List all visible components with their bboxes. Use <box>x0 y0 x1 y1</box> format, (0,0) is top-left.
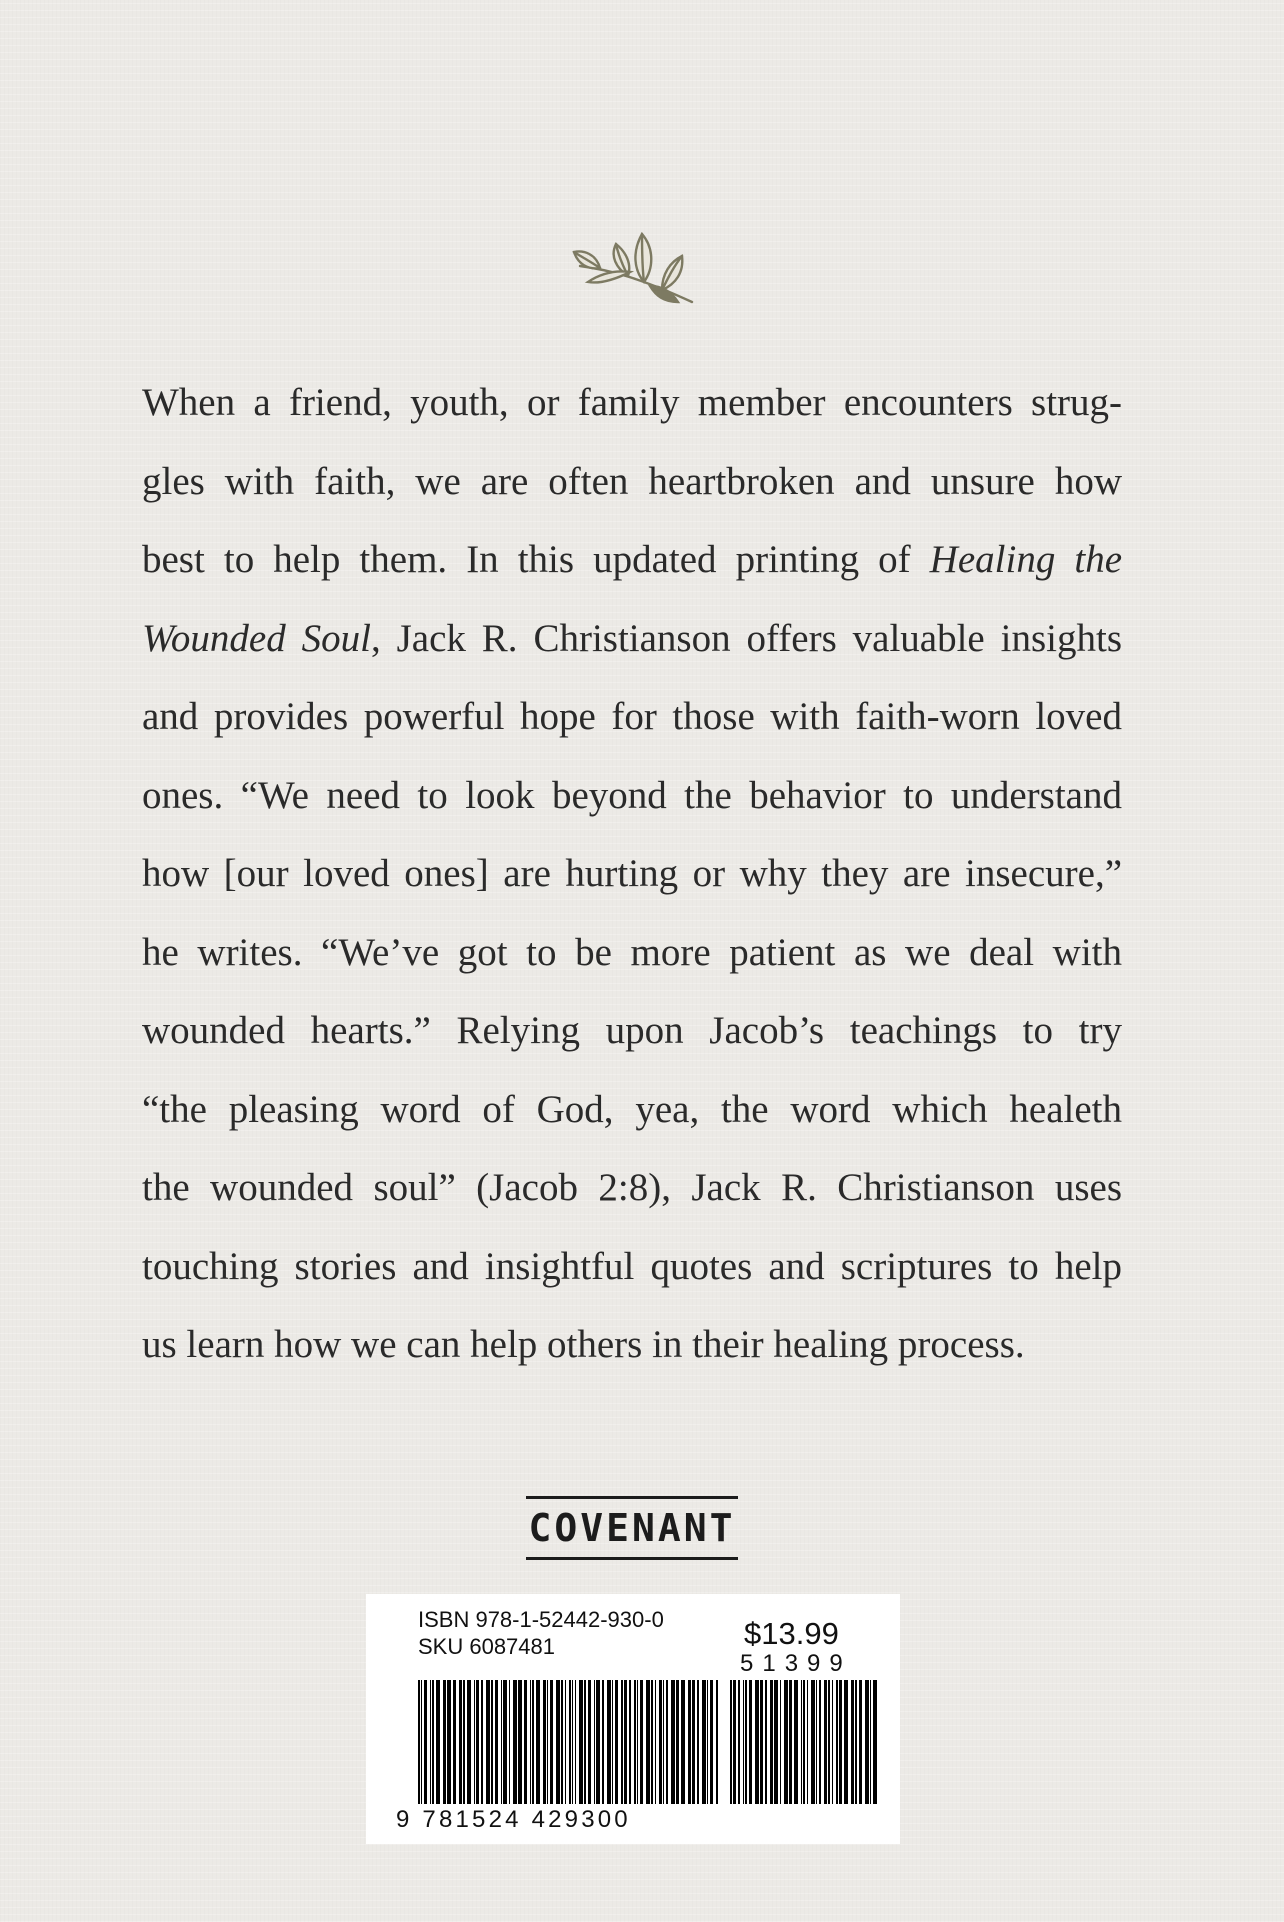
barcode-bar <box>481 1680 483 1804</box>
barcode-bar <box>430 1680 431 1804</box>
barcode-bar <box>855 1680 857 1804</box>
barcode-bar <box>816 1680 817 1804</box>
logo-top-rule <box>526 1496 738 1499</box>
barcode-bar <box>743 1680 744 1804</box>
price-text: $13.99 <box>744 1616 839 1651</box>
description-line <box>142 521 1122 600</box>
barcode-bar <box>865 1680 869 1804</box>
book-title-italic: Healing the <box>929 538 1123 581</box>
description-line <box>142 443 1122 522</box>
barcode-bar <box>671 1680 675 1804</box>
barcode-bar <box>760 1680 763 1804</box>
barcode-bar <box>851 1680 854 1804</box>
barcode-bar <box>572 1680 573 1804</box>
barcode-bar <box>503 1680 507 1804</box>
ean-digits: 9 781524 429300 <box>396 1806 631 1833</box>
barcode-bar <box>459 1680 462 1804</box>
barcode-bar <box>443 1680 446 1804</box>
description-line <box>142 992 1122 1071</box>
description-line <box>142 1228 1122 1307</box>
barcode-bar <box>839 1680 842 1804</box>
barcode-bar <box>543 1680 546 1804</box>
barcode-bar <box>765 1680 767 1804</box>
description-text: how [our loved ones] are hurting or why they are insecure,” <box>142 852 1122 895</box>
barcode-bar <box>707 1680 708 1804</box>
barcode-bar <box>565 1680 566 1804</box>
description-line <box>142 1149 1122 1228</box>
publisher-logo <box>526 1496 738 1560</box>
barcode-bar <box>663 1680 664 1804</box>
description-text: , Jack R. Christianson offers valuable insights <box>370 616 1122 660</box>
barcode-bar <box>637 1680 638 1804</box>
description-text: the wounded soul” (Jacob 2:8), Jack R. Christianson uses <box>142 1166 1122 1209</box>
barcode-bar <box>550 1680 553 1804</box>
barcode-bar <box>716 1680 718 1804</box>
description-text: wounded hearts.” Relying upon Jacob’s teachings to try <box>142 1009 1122 1052</box>
logo-bottom-rule <box>526 1557 738 1560</box>
barcode-bar <box>569 1680 571 1804</box>
barcode-bar <box>588 1680 591 1804</box>
barcode-bar <box>844 1680 848 1804</box>
barcode-bar <box>495 1680 498 1804</box>
barcode-sticker <box>366 1594 900 1844</box>
barcode-bar <box>424 1680 427 1804</box>
barcode-bar <box>579 1680 583 1804</box>
barcode-bar <box>621 1680 623 1804</box>
publisher-name: COVENANT <box>528 1506 736 1550</box>
barcode-bar <box>561 1680 563 1804</box>
barcode-bar <box>509 1680 510 1804</box>
barcode-bar <box>501 1680 502 1804</box>
barcode-bar <box>491 1680 493 1804</box>
barcode-bar <box>770 1680 773 1804</box>
barcode-bar <box>629 1680 631 1804</box>
barcode-bar <box>780 1680 781 1804</box>
description-line <box>142 600 1122 679</box>
barcode-bar <box>596 1680 600 1804</box>
barcode-bar <box>640 1680 643 1804</box>
barcode-bar <box>467 1680 471 1804</box>
barcode-bar <box>702 1680 706 1804</box>
barcode-bar <box>794 1680 798 1804</box>
barcode-bar <box>447 1680 451 1804</box>
description-line <box>142 914 1122 993</box>
barcode-bar <box>418 1680 420 1804</box>
barcode-bar <box>513 1680 517 1804</box>
barcode-bar <box>745 1680 747 1804</box>
barcode-bar <box>733 1680 736 1804</box>
addon-code: 51399 <box>740 1650 852 1677</box>
barcode-bar <box>518 1680 522 1804</box>
barcode-bar <box>634 1680 636 1804</box>
description-text: gles with faith, we are often heartbroken and unsure how <box>142 459 1122 503</box>
barcode-bar <box>432 1680 434 1804</box>
description-text: When a friend, youth, or family member encounters strug- <box>142 381 1122 424</box>
barcode-bar <box>524 1680 527 1804</box>
barcode-bar <box>655 1680 656 1804</box>
barcode-bar <box>666 1680 668 1804</box>
barcode-bar <box>873 1680 877 1804</box>
barcode-bar <box>547 1680 548 1804</box>
barcode-bar <box>697 1680 699 1804</box>
description-text: us learn how we can help others in their healing process. <box>142 1323 1025 1366</box>
barcode-bar <box>859 1680 862 1804</box>
description-text: touching stories and insightful quotes and scriptures to help <box>142 1244 1122 1288</box>
barcode-bar <box>870 1680 871 1804</box>
barcode-bar <box>536 1680 540 1804</box>
barcode-bar <box>710 1680 713 1804</box>
barcode-bar <box>651 1680 653 1804</box>
description-text: he writes. “We’ve got to be more patient as we deal with <box>142 930 1122 974</box>
barcode-bar <box>486 1680 490 1804</box>
description-line <box>142 678 1122 757</box>
book-title-italic: Wounded Soul <box>142 616 371 660</box>
barcode-bar <box>476 1680 479 1804</box>
barcode-bar <box>607 1680 611 1804</box>
barcode-bar <box>824 1680 827 1804</box>
barcode-bar <box>836 1680 838 1804</box>
barcode-bar <box>801 1680 802 1804</box>
barcode-bar <box>681 1680 685 1804</box>
barcode-bar <box>584 1680 586 1804</box>
description-line <box>142 364 1122 443</box>
barcode-bar <box>688 1680 691 1804</box>
barcode-bar <box>832 1680 833 1804</box>
barcode-bar <box>692 1680 695 1804</box>
barcode-bar <box>463 1680 465 1804</box>
description-text: best to help them. In this updated printing of <box>142 538 930 581</box>
description-line <box>142 835 1122 914</box>
barcode-bar <box>532 1680 534 1804</box>
book-description <box>142 364 1122 1385</box>
barcode-bar <box>474 1680 475 1804</box>
barcode-bar <box>612 1680 613 1804</box>
barcode-bar <box>784 1680 788 1804</box>
barcode-bar <box>421 1680 422 1804</box>
barcode-bar <box>807 1680 808 1804</box>
sku-text: SKU 6087481 <box>418 1634 555 1659</box>
barcode-bar <box>556 1680 560 1804</box>
barcode-bar <box>819 1680 821 1804</box>
barcode-bar <box>646 1680 650 1804</box>
barcode-bar <box>828 1680 830 1804</box>
barcode-bar <box>676 1680 679 1804</box>
description-line <box>142 1071 1122 1150</box>
barcode-bar <box>755 1680 759 1804</box>
price-addon-barcode <box>730 1680 880 1804</box>
isbn-block <box>418 1606 664 1660</box>
barcode-bar <box>615 1680 618 1804</box>
barcode-bar <box>789 1680 792 1804</box>
barcode-bar <box>453 1680 456 1804</box>
barcode-bar <box>602 1680 604 1804</box>
barcode-bar <box>774 1680 778 1804</box>
barcode-bar <box>803 1680 805 1804</box>
barcode-bar <box>594 1680 595 1804</box>
olive-branch-icon <box>570 226 696 306</box>
barcode-bar <box>659 1680 662 1804</box>
barcode-bar <box>436 1680 440 1804</box>
barcode-bar <box>730 1680 732 1804</box>
barcode-bar <box>575 1680 576 1804</box>
isbn-text: ISBN 978-1-52442-930-0 <box>418 1607 664 1632</box>
ean-barcode <box>418 1680 720 1804</box>
barcode-bar <box>530 1680 531 1804</box>
description-text: and provides powerful hope for those with faith-worn loved <box>142 695 1122 738</box>
description-line <box>142 757 1122 836</box>
barcode-bar <box>738 1680 740 1804</box>
barcode-bar <box>624 1680 627 1804</box>
description-text: ones. “We need to look beyond the behavior to understand <box>142 773 1122 817</box>
barcode-bar <box>749 1680 752 1804</box>
description-text: “the pleasing word of God, yea, the word which healeth <box>142 1087 1122 1131</box>
description-line <box>142 1306 1122 1385</box>
barcode-bar <box>811 1680 815 1804</box>
